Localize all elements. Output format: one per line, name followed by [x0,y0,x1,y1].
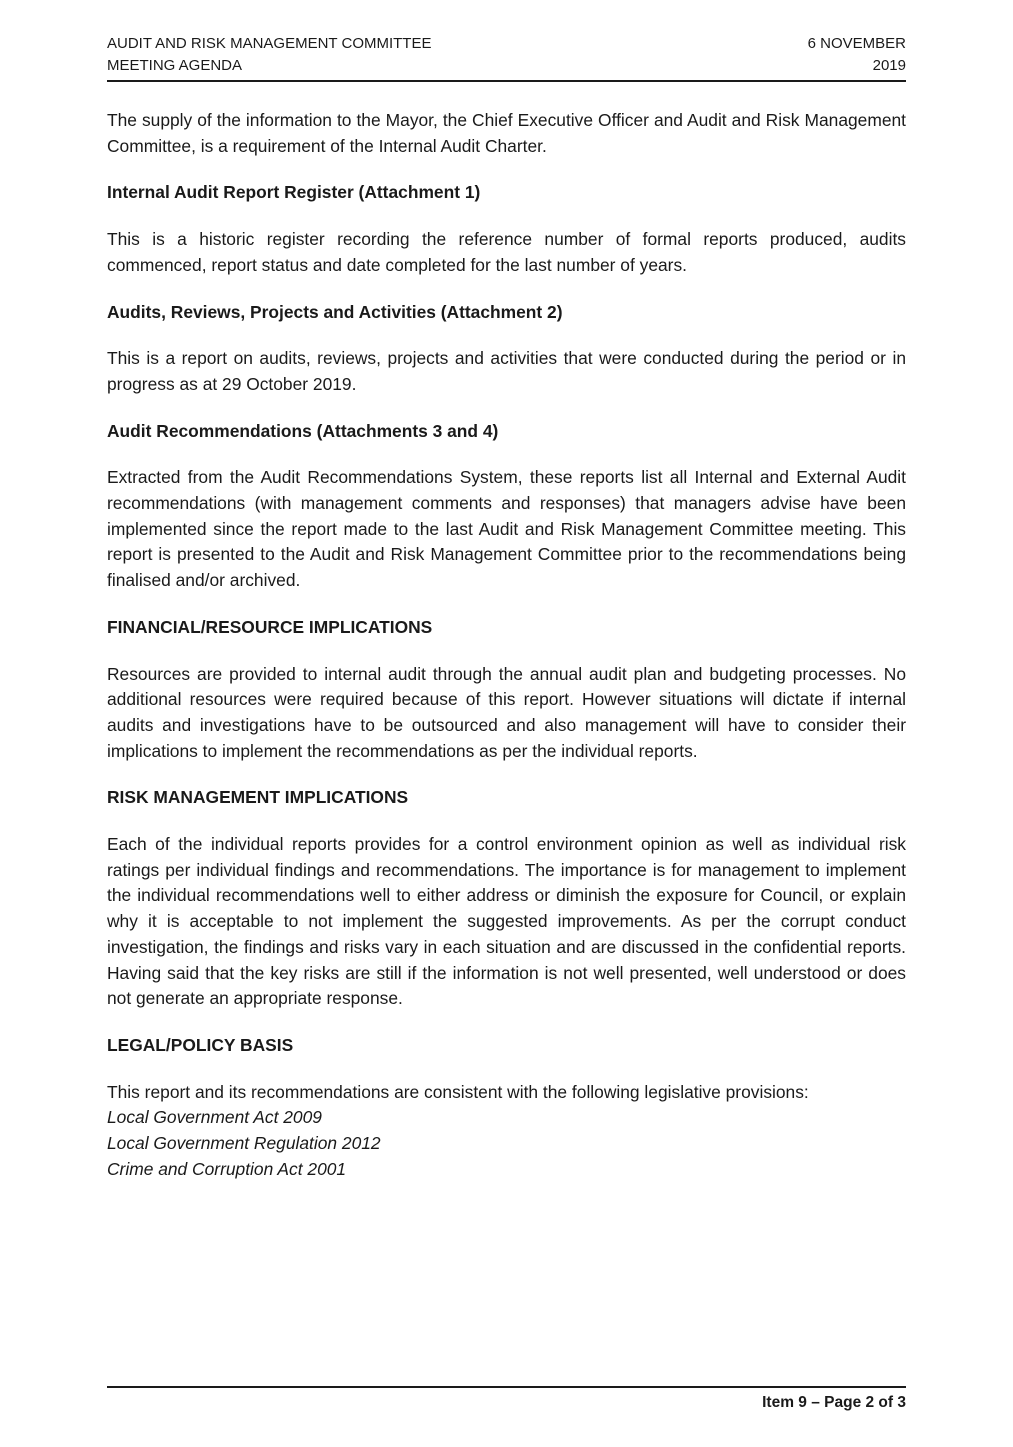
header-date-year: 2019 [872,57,906,74]
section-text-risk-implications: Each of the individual reports provides for a control environment opinion as well as individual risk ratings per individual findings and recommendations. The importance is for management to implement the individual recommendations well to either address or diminish the exposure for Council, or explain why it is acceptable to not implement the suggested improvements. As per the corrupt conduct investigation, the findings and risks vary in each situation and are discussed in the confidential reports. Having said that the key risks are still if the information is not well presented, well understood or does not generate an appropriate response. [107,834,906,1009]
section-text-financial-implications: Resources are provided to internal audit through the annual audit plan and budgeting processes. No additional resources were required because of this report. However situations will dictate if internal audits and investigations have to be outsourced and also management will have to consider their implications to implement the recommendations as per the individual reports. [107,663,906,761]
section-heading-risk-implications: RISK MANAGEMENT IMPLICATIONS [107,787,409,808]
legislation-item: Local Government Act 2009 [107,1107,322,1128]
header-date [808,33,906,77]
section-heading-audit-recommendations: Audit Recommendations (Attachments 3 and 4) [107,420,499,441]
legislation-item: Local Government Regulation 2012 [107,1133,381,1154]
section-heading-legal-basis: LEGAL/POLICY BASIS [107,1034,294,1055]
header-date-day-month: 6 NOVEMBER [807,35,906,52]
document-body [107,108,906,1183]
section-heading-report-register: Internal Audit Report Register (Attachment 1) [107,182,481,203]
intro-paragraph: The supply of the information to the Mayor, the Chief Executive Officer and Audit and Risk Management Committee, is a requirement of the Internal Audit Charter. [107,110,906,156]
header-document-type: MEETING AGENDA [107,57,243,74]
page-header [107,33,906,82]
section-text-audit-recommendations: Extracted from the Audit Recommendations System, these reports list all Internal and External Audit recommendations (with management comments and responses) that managers advise have been implemented since the report made to the last Audit and Risk Management Committee meeting. This report is presented to the Audit and Risk Management Committee prior to the recommendations being finalised and/or archived. [107,467,906,591]
section-heading-audits-reviews: Audits, Reviews, Projects and Activities (Attachment 2) [107,301,563,322]
section-text-report-register: This is a historic register recording the reference number of formal reports produced, audits commenced, report status and date completed for the last number of years. [107,229,906,275]
section-text-audits-reviews: This is a report on audits, reviews, projects and activities that were conducted during the period or in progress as at 29 October 2019. [107,348,906,394]
section-heading-financial-implications: FINANCIAL/RESOURCE IMPLICATIONS [107,616,433,637]
section-text-legal-basis: This report and its recommendations are consistent with the following legislative provisions: [107,1081,809,1102]
page-number-label: Item 9 – Page 2 of 3 [762,1394,906,1411]
header-committee-name: AUDIT AND RISK MANAGEMENT COMMITTEE [107,35,432,52]
page-footer [107,1386,906,1411]
legislation-list [107,1105,906,1182]
legislation-item: Crime and Corruption Act 2001 [107,1158,347,1179]
header-committee-title [107,33,431,77]
